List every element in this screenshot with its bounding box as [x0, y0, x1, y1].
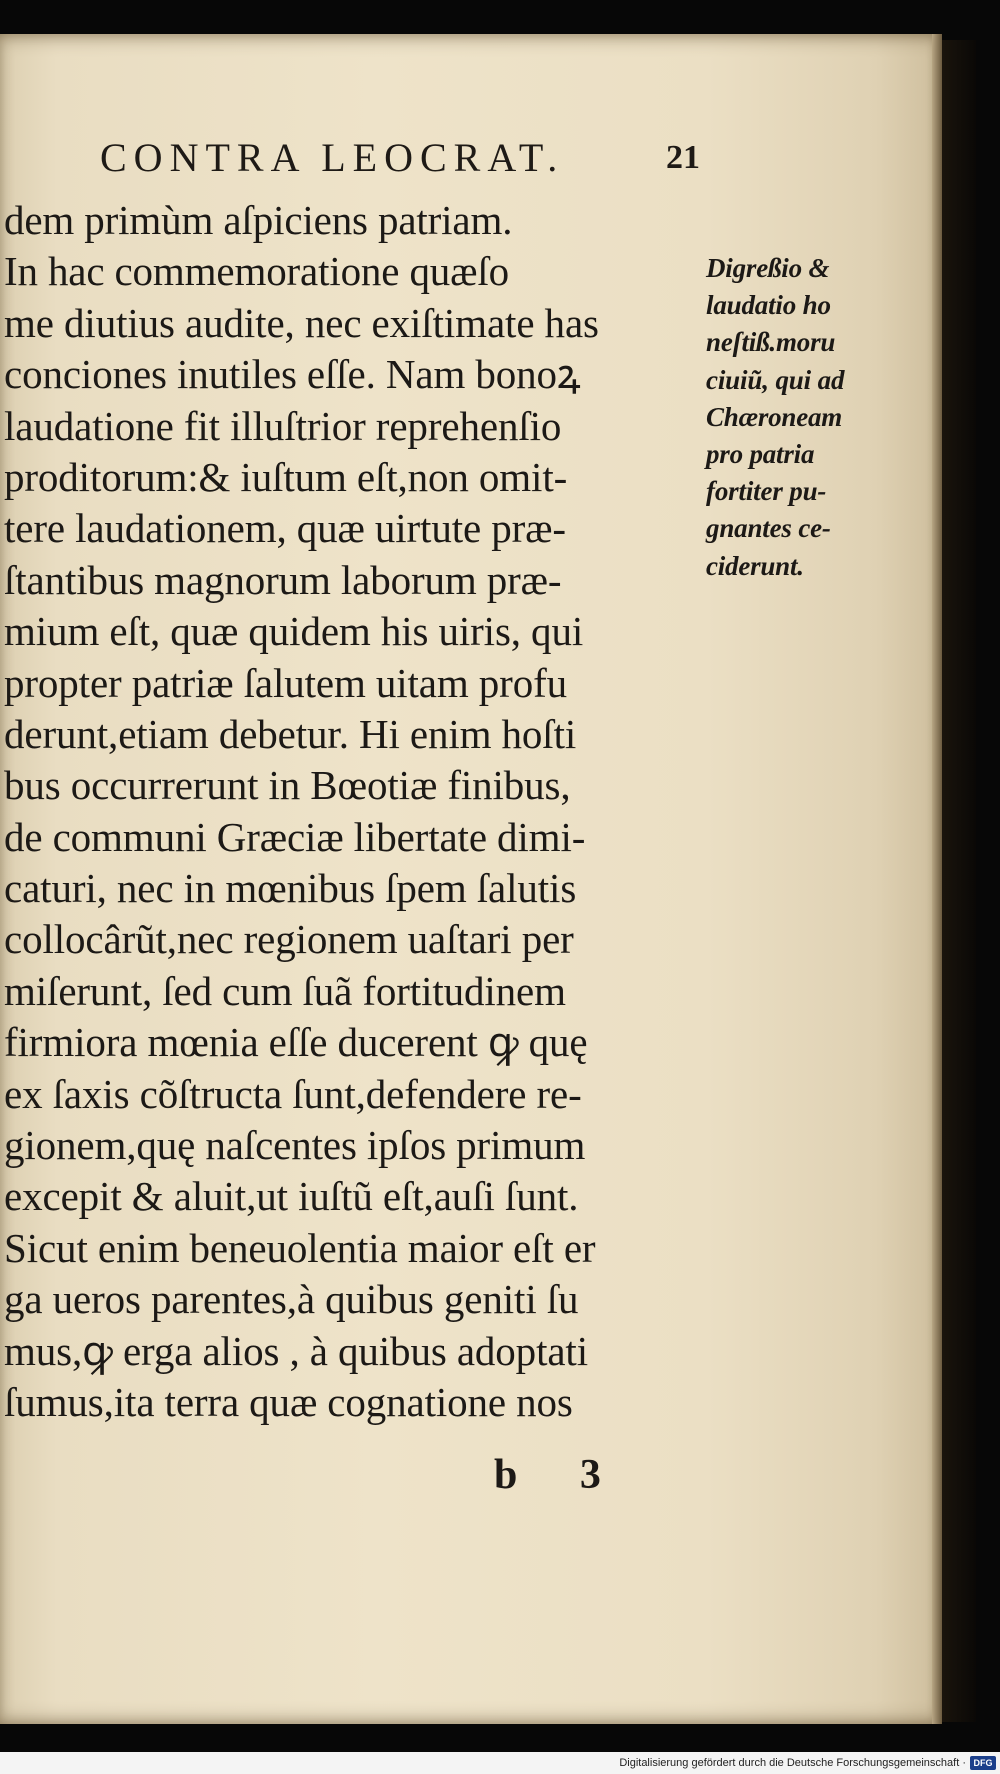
marginal-note-line: Digreßio &: [706, 253, 830, 283]
text-line: miſerunt, ſed cum ſuã fortitudinem: [4, 967, 566, 1014]
text-line: ex ſaxis cõſtructa ſunt,defendere re-: [4, 1070, 582, 1117]
marginal-note-line: fortiter pu-: [706, 476, 827, 507]
text-line: laudatione fit illuſtrior reprehenſio: [4, 402, 562, 449]
footer-bar: [0, 1752, 1000, 1774]
signature-mark: b 3: [494, 1452, 627, 1498]
marginal-note: [706, 250, 902, 585]
book-edge-shadow: [942, 40, 976, 1722]
marginal-note-line: neſtiß.moru: [706, 327, 836, 358]
text-line: excepit & aluit,ut iuſtũ eſt,auſi ſunt.: [4, 1173, 579, 1220]
text-line: ſumus,ita terra quæ cognatione nos: [4, 1378, 573, 1425]
running-head: [100, 130, 700, 186]
dfg-logo-icon: DFG: [970, 1756, 996, 1770]
marginal-note-line: laudatio ho: [706, 290, 831, 321]
marginal-note-line: gnantes ce-: [706, 513, 831, 544]
marginal-note-line: ciuiũ, qui ad: [706, 364, 845, 395]
text-line: ſtantibus magnorum laborum præ-: [4, 556, 562, 603]
text-line: gionem,quę naſcentes ipſos primum: [4, 1122, 586, 1169]
text-line: ga ueros parentes,à quibus geniti ſu: [4, 1276, 579, 1323]
text-line: tere laudationem, quæ uirtute præ-: [4, 505, 566, 552]
text-line: de communi Græciæ libertate dimi-: [4, 813, 586, 860]
marginal-note-line: ciderunt.: [706, 550, 804, 581]
text-line: Sicut enim beneuolentia maior eſt er: [4, 1224, 596, 1271]
text-line: me diutius audite, nec exiſtimate has: [4, 299, 599, 346]
text-line: bus occurrerunt in Bœotiæ finibus,: [4, 762, 571, 809]
text-line: collocârũt,nec regionem uaſtari per: [4, 916, 574, 963]
text-line: propter patriæ ſalutem uitam profu: [4, 659, 568, 706]
text-line: mus,ꝙ erga alios , à quibus adoptati: [4, 1327, 588, 1374]
text-line: mium eſt, quæ quidem his uiris, qui: [4, 608, 584, 655]
text-line: dem primùm aſpiciens patriam.: [4, 197, 513, 243]
text-line: caturi, nec in mœnibus ſpem ſalutis: [4, 865, 577, 912]
running-title: CONTRA LEOCRAT.: [100, 135, 565, 180]
page-gutter-shadow: [932, 34, 942, 1724]
marginal-note-line: pro patria: [706, 438, 815, 469]
body-text: [4, 195, 704, 1428]
text-line: firmiora mœnia eſſe ducerent ꝙ quę: [4, 1019, 588, 1066]
text-line: derunt,etiam debetur. Hi enim hoſti: [4, 710, 577, 757]
marginal-note-line: Chæroneam: [706, 401, 843, 432]
footer-credit: Digitalisierung gefördert durch die Deutsche Forschungsgemeinschaft ·: [619, 1757, 966, 1769]
text-line: In hac commemoratione quæſo: [4, 248, 509, 295]
text-line: conciones inutiles eſſe. Nam bonoꝝ: [4, 351, 581, 398]
text-line: proditorum:& iuſtum eſt,non omit-: [4, 453, 568, 500]
page-number: 21: [666, 139, 700, 176]
